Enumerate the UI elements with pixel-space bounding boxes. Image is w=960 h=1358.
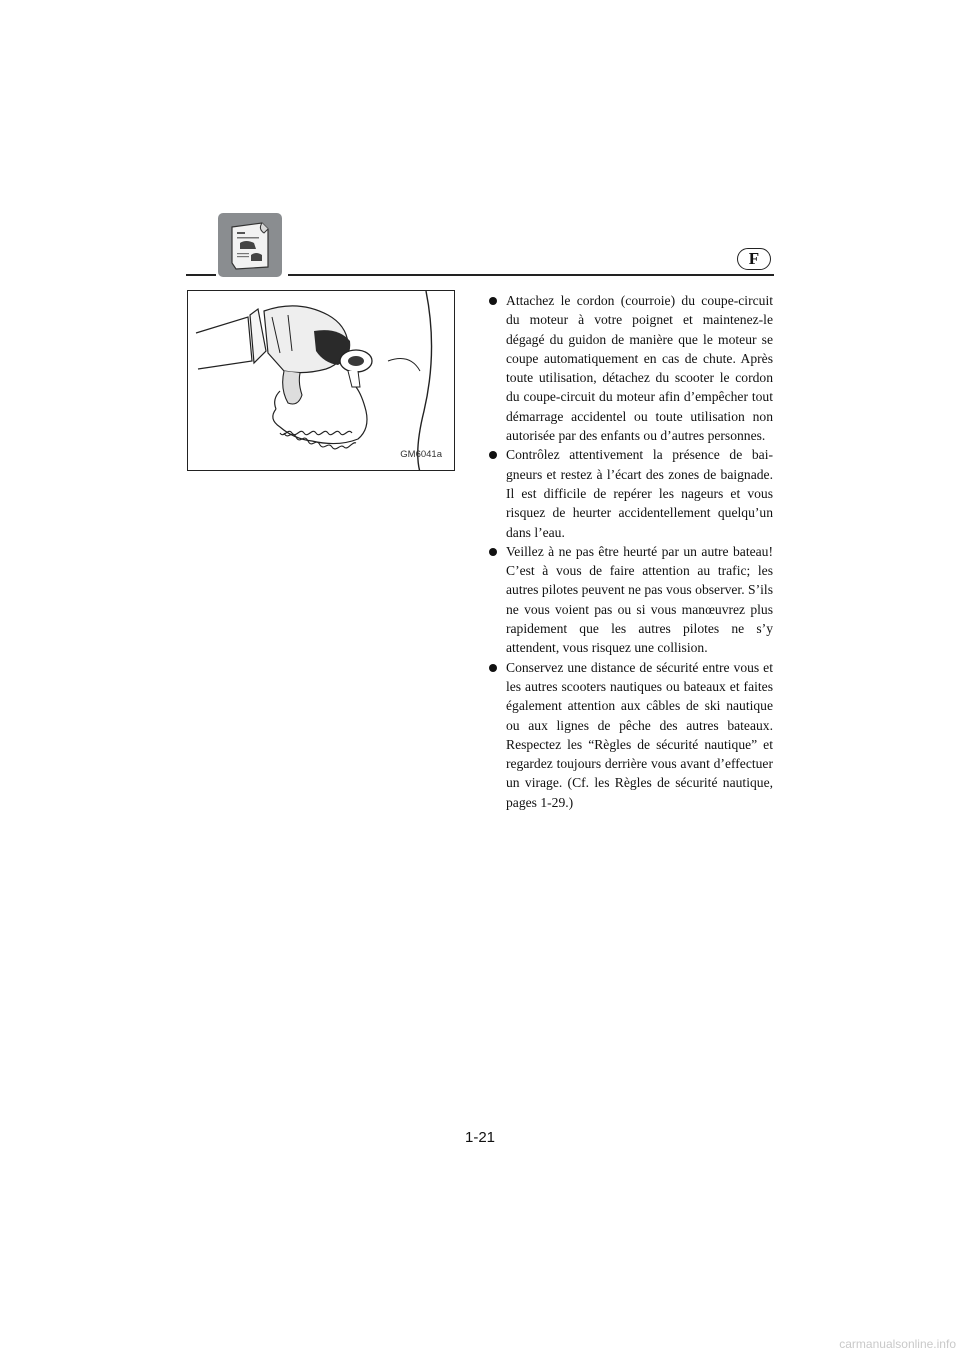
watermark: carmanualsonline.info [839,1337,956,1351]
list-item: Contrôlez attentivement la présence de baigneurs et restez à l’écart des zones de baignade. Il est difficile de repérer les nageurs et vous risquez de heurter accidentellement quelqu’un dans l’eau. [488,445,773,541]
safety-bullet-list [488,291,773,812]
illustration-hand-lanyard [187,290,455,471]
language-badge: F [737,248,771,270]
owner-manual-icon [218,213,282,277]
header-rule-left [186,274,216,276]
figure-code: GM6041a [400,449,442,460]
list-item: Attachez le cordon (courroie) du coupe-circuit du moteur à votre poignet et maintenez-le dégagé du guidon de manière que le moteur se coupe automatiquement en cas de chute. Après toute utilisation, détachez du scooter le cordon du coupe-circuit du moteur afin d’empêcher tout démarrage accidentel ou toute utilisation non autorisée par des enfants ou d’autres personnes. [488,291,773,445]
page-number: 1-21 [464,1129,496,1146]
list-item: Conservez une distance de sécurité entre vous et les autres scooters nautiques ou bateaux et faites également attention aux câbles de ski nautique ou aux lignes de pêche des autres bateaux. Respectez les “Règles de sécurité nautique” et regardez toujours derrière vous avant d’effectuer un virage. (Cf. les Règles de sécurité nautique, pages 1-29.) [488,658,773,812]
header-rule-right [288,274,774,276]
list-item: Veillez à ne pas être heurté par un autre bateau! C’est à vous de faire attention au trafic; les autres pilotes peuvent ne pas vous observer. S’ils ne vous voient pas ou si vous manœuvrez plus rapidement que les autres pilotes ne s’y attendent, vous risquez une collision. [488,542,773,658]
